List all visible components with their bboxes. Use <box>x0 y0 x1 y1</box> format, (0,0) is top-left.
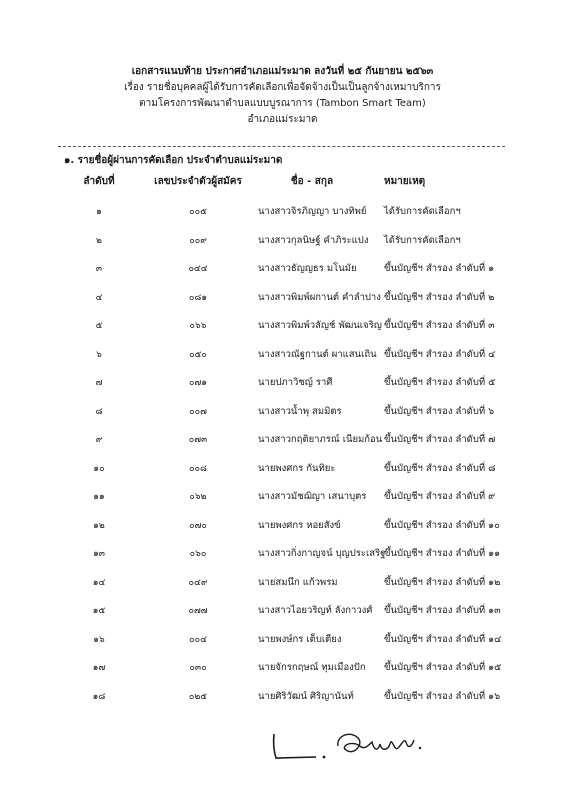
table-row <box>0 546 565 562</box>
status-note: ขึ้นบัญชีฯ สำรอง ลำดับที่ ๕ <box>384 377 496 388</box>
table-row <box>0 689 565 705</box>
row-number: ๑๘ <box>92 691 106 702</box>
applicant-number: ๐๗๗ <box>188 606 208 616</box>
applicant-name: นางสาวณัฐกานต์ ผาแสนเถิน <box>258 348 377 360</box>
applicant-name: นางสาวพิมพ์วลัญช์ พัฒนเจริญ <box>258 320 382 331</box>
applicant-number: ๐๔๙ <box>188 577 208 588</box>
column-header-note: หมายเหตุ <box>384 176 426 187</box>
status-note: ได้รับการคัดเลือกฯ <box>384 206 461 217</box>
table-row <box>0 632 565 648</box>
applicant-name: นางสาวไอยวริญท์ ลังกาวงศ์ <box>258 605 373 616</box>
status-note: ขึ้นบัญชีฯ สำรอง ลำดับที่ ๙ <box>384 491 496 502</box>
status-note: ขึ้นบัญชีฯ สำรอง ลำดับที่ ๗ <box>384 434 496 445</box>
table-row <box>0 432 565 448</box>
applicant-name: นายปภาวิชญ์ ราศี <box>258 377 333 388</box>
applicant-number: ๐๐๕ <box>189 207 207 217</box>
status-note: ขึ้นบัญชีฯ สำรอง ลำดับที่ ๑๔ <box>384 633 502 645</box>
table-row <box>0 261 565 277</box>
applicant-name: นางสาวกุลนิษฐ์ คำภิระแปง <box>258 234 369 246</box>
row-number: ๖ <box>96 349 102 360</box>
row-number: ๑๗ <box>92 663 106 673</box>
column-header-applicant-no: เลขประจำตัวผู้สมัคร <box>154 176 242 187</box>
applicant-name: นางสาวพิมพ์ผกานต์ คำลำปาง <box>258 291 381 303</box>
row-number: ๑๕ <box>92 606 106 616</box>
applicant-name: นางสาวธัญญธร มโนมัย <box>258 263 357 274</box>
status-note: ได้รับการคัดเลือกฯ <box>384 234 461 246</box>
applicant-number: ๐๗๐ <box>189 520 207 531</box>
status-note: ขึ้นบัญชีฯ สำรอง ลำดับที่ ๘ <box>384 462 496 474</box>
status-note: ขึ้นบัญชีฯ สำรอง ลำดับที่ ๑๑ <box>384 548 501 559</box>
header-project: ตามโครงการพัฒนาตำบลแบบบูรณาการ (Tambon Smart Team) <box>139 98 426 109</box>
header-subject: เรื่อง รายชื่อบุคคลผู้ได้รับการคัดเลือกเพื่อจัดจ้างเป็นเป็นลูกจ้างเหมาบริการ <box>124 82 441 93</box>
header-district: อำเภอแม่ระมาด <box>247 114 318 125</box>
applicant-name: นางสาวน้ำพุ สมมิตร <box>258 405 342 417</box>
table-row <box>0 575 565 591</box>
row-number: ๕ <box>95 321 103 331</box>
row-number: ๑๑ <box>93 492 105 502</box>
table-row <box>0 603 565 619</box>
signature-image <box>268 716 428 766</box>
row-number: ๑๓ <box>93 549 105 559</box>
table-row <box>0 489 565 505</box>
status-note: ขึ้นบัญชีฯ สำรอง ลำดับที่ ๖ <box>384 405 495 417</box>
applicant-number: ๐๔๔ <box>188 264 208 274</box>
table-row <box>0 461 565 477</box>
applicant-number: ๐๐๙ <box>189 235 207 246</box>
table-row <box>0 204 565 220</box>
column-header-no: ลำดับที่ <box>83 176 115 187</box>
applicant-name: นายศิริวัฒน์ ศิริญานันท์ <box>258 690 354 702</box>
status-note: ขึ้นบัญชีฯ สำรอง ลำดับที่ ๑๒ <box>384 576 501 588</box>
applicant-number: ๐๖๒ <box>189 492 207 502</box>
dashed-divider <box>58 146 505 147</box>
applicant-name: นางสาวมัชฌิญา เสนาบุตร <box>258 491 367 502</box>
table-row <box>0 660 565 676</box>
row-number: ๓ <box>95 264 103 274</box>
applicant-name: นายสมนึก แก้วพรม <box>258 576 338 588</box>
row-number: ๑๔ <box>92 577 106 588</box>
header-title: เอกสารแนบท้าย ประกาศอำเภอแม่ระมาด ลงวันที่ ๒๕ กันยายน ๒๕๖๓ <box>131 66 434 77</box>
table-row <box>0 518 565 534</box>
row-number: ๙ <box>95 435 103 445</box>
row-number: ๒ <box>96 235 102 246</box>
status-note: ขึ้นบัญชีฯ สำรอง ลำดับที่ ๑๓ <box>384 605 501 616</box>
applicant-name: นายจักรกฤษณ์ ทุมเมืองปัก <box>258 662 366 673</box>
applicant-number: ๐๘๑ <box>188 292 208 303</box>
applicant-number: ๐๖๐ <box>189 549 207 559</box>
applicant-number: ๐๐๘ <box>189 463 207 474</box>
row-number: ๑ <box>96 207 102 217</box>
applicant-number: ๐๐๔ <box>189 634 207 645</box>
status-note: ขึ้นบัญชีฯ สำรอง ลำดับที่ ๔ <box>384 348 496 360</box>
table-row <box>0 347 565 363</box>
applicant-name: นายพงษ์กร เต็บเตียง <box>258 633 342 645</box>
applicant-number: ๐๗๑ <box>189 378 207 388</box>
row-number: ๑๒ <box>93 520 105 531</box>
applicant-name: นางสาวจิรภิญญา บางทิพย์ <box>258 206 367 217</box>
status-note: ขึ้นบัญชีฯ สำรอง ลำดับที่ ๑๕ <box>384 662 502 673</box>
applicant-number: ๐๖๖ <box>189 321 207 331</box>
applicant-name: นายพงศกร กันทิยะ <box>258 462 336 474</box>
status-note: ขึ้นบัญชีฯ สำรอง ลำดับที่ ๑๖ <box>384 690 501 702</box>
applicant-name: นางสาวกฤติยาภรณ์ เนียมก้อน <box>258 434 383 445</box>
row-number: ๘ <box>95 406 103 417</box>
applicant-number: ๐๐๗ <box>189 406 207 417</box>
applicant-name: นางสาวกิ่งกาญจน์ บุญประเสริฐ <box>258 548 386 559</box>
applicant-number: ๐๒๕ <box>188 691 208 702</box>
applicant-number: ๐๗๓ <box>188 435 208 445</box>
status-note: ขึ้นบัญชีฯ สำรอง ลำดับที่ ๑ <box>384 263 495 274</box>
row-number: ๔ <box>95 292 103 303</box>
applicant-number: ๐๓๐ <box>189 663 207 673</box>
status-note: ขึ้นบัญชีฯ สำรอง ลำดับที่ ๓ <box>384 320 495 331</box>
row-number: ๑๐ <box>93 463 105 474</box>
table-header <box>0 174 565 190</box>
table-row <box>0 290 565 306</box>
row-number: ๗ <box>95 378 103 388</box>
section-title: ๑. รายชื่อผู้ผ่านการคัดเลือก ประจำตำบลแม่ระมาด <box>64 155 283 166</box>
applicant-name: นายพงศกร หอยสังข์ <box>258 519 341 531</box>
applicant-number: ๐๕๐ <box>189 349 207 360</box>
status-note: ขึ้นบัญชีฯ สำรอง ลำดับที่ ๒ <box>384 291 495 303</box>
row-number: ๑๖ <box>93 634 105 645</box>
table-row <box>0 404 565 420</box>
column-header-name: ชื่อ - สกุล <box>290 176 334 187</box>
table-row <box>0 375 565 391</box>
status-note: ขึ้นบัญชีฯ สำรอง ลำดับที่ ๑๐ <box>384 519 500 531</box>
table-row <box>0 233 565 249</box>
document-header <box>0 64 565 128</box>
table-row <box>0 318 565 334</box>
